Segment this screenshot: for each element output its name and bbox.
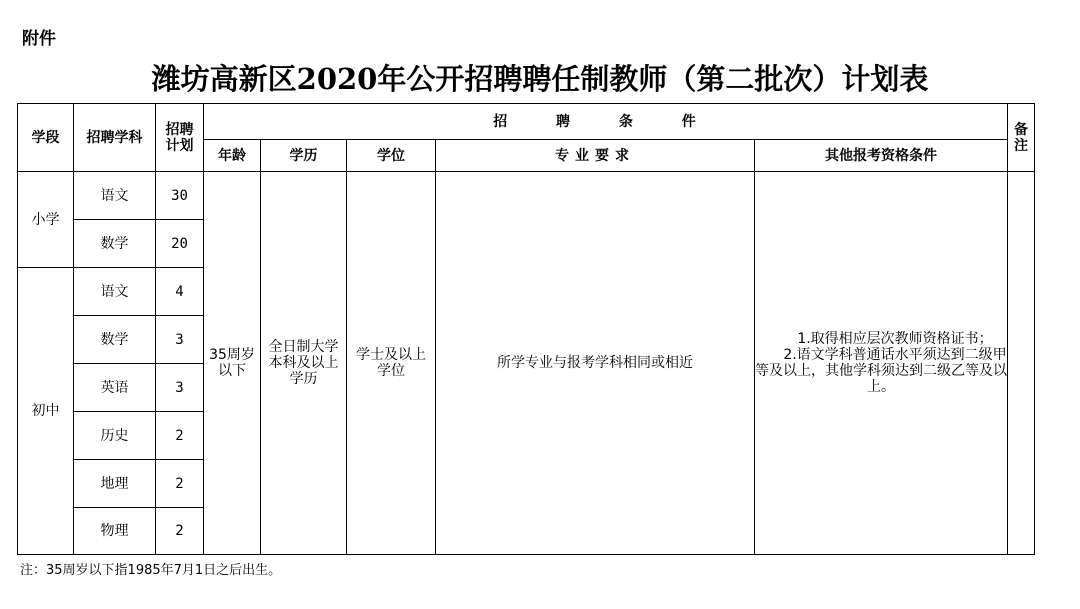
condition-other xyxy=(755,172,1008,555)
plan-cell: 3 xyxy=(156,364,204,412)
condition-other-item-1: 1.取得相应层次教师资格证书； xyxy=(797,331,993,347)
header-conditions: 招 聘 条 件 xyxy=(204,104,1008,140)
condition-age xyxy=(204,172,261,555)
header-major: 专业要求 xyxy=(436,140,755,172)
plan-cell: 2 xyxy=(156,508,204,555)
plan-cell: 20 xyxy=(156,220,204,268)
condition-degree xyxy=(347,172,436,555)
condition-degree-text: 学士及以上学位 xyxy=(356,347,426,379)
header-degree: 学位 xyxy=(347,140,436,172)
condition-other-item-2: 2.语文学科普通话水平须达到二级甲等及以上，其他学科须达到二级乙等及以上。 xyxy=(755,347,1007,395)
header-plan xyxy=(156,104,204,172)
subject-cell: 地理 xyxy=(74,460,156,508)
condition-education-text: 全日制大学本科及以上学历 xyxy=(268,339,339,387)
remark-cell xyxy=(1008,172,1035,555)
subject-cell: 数学 xyxy=(74,316,156,364)
stage-junior: 初中 xyxy=(18,268,74,555)
condition-age-text: 35周岁以下 xyxy=(209,347,255,379)
footnote: 注：35周岁以下指1985年7月1日之后出生。 xyxy=(20,563,282,578)
subject-cell: 历史 xyxy=(74,412,156,460)
header-stage: 学段 xyxy=(18,104,74,172)
condition-education xyxy=(261,172,347,555)
page-title: 潍坊高新区2020年公开招聘聘任制教师（第二批次）计划表 xyxy=(151,62,929,96)
header-other: 其他报考资格条件 xyxy=(755,140,1008,172)
table-row xyxy=(18,172,1035,220)
header-remark: 备 注 xyxy=(1008,104,1035,172)
subject-cell: 语文 xyxy=(74,172,156,220)
header-education: 学历 xyxy=(261,140,347,172)
condition-major: 所学专业与报考学科相同或相近 xyxy=(436,172,755,555)
plan-cell: 4 xyxy=(156,268,204,316)
header-subject: 招聘学科 xyxy=(74,104,156,172)
subject-cell: 数学 xyxy=(74,220,156,268)
header-plan-line1: 招聘 xyxy=(165,121,194,138)
header-age: 年龄 xyxy=(204,140,261,172)
annex-label: 附件 xyxy=(22,29,56,49)
recruitment-plan-table xyxy=(17,103,1035,555)
subject-cell: 物理 xyxy=(74,508,156,555)
stage-primary: 小学 xyxy=(18,172,74,268)
plan-cell: 2 xyxy=(156,412,204,460)
plan-cell: 30 xyxy=(156,172,204,220)
subject-cell: 语文 xyxy=(74,268,156,316)
plan-cell: 2 xyxy=(156,460,204,508)
subject-cell: 英语 xyxy=(74,364,156,412)
header-plan-line2: 计划 xyxy=(165,137,194,154)
plan-cell: 3 xyxy=(156,316,204,364)
